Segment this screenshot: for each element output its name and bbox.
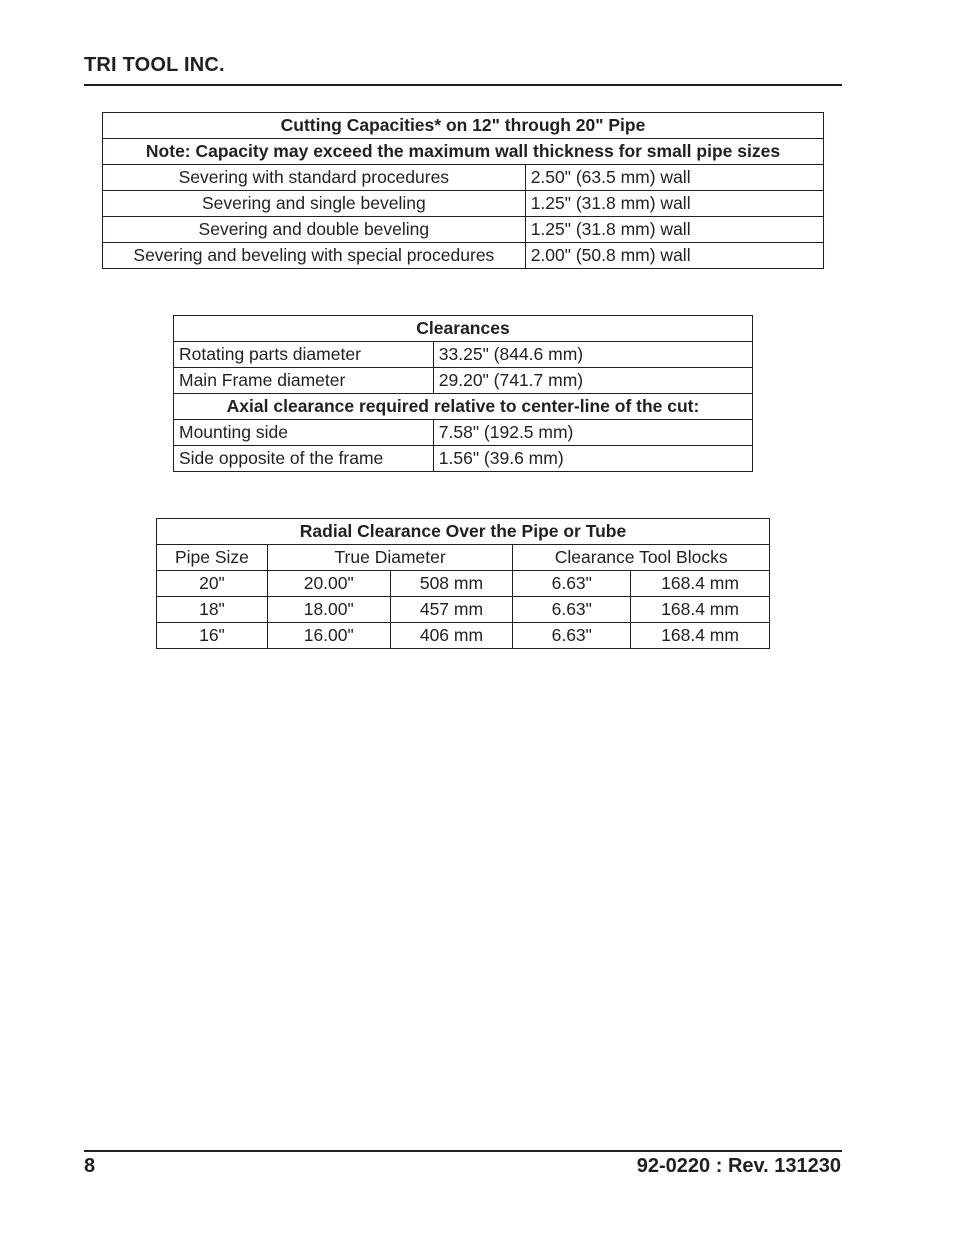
capacity-value: 1.25" (31.8 mm) wall: [525, 217, 823, 243]
diameter-in-cell: 20.00": [267, 571, 390, 597]
page-number: 8: [84, 1155, 96, 1177]
table-row: [103, 165, 824, 191]
cutting-capacities-table: [102, 112, 824, 269]
header-divider: [84, 84, 842, 86]
table-subheading-row: [174, 394, 753, 420]
table-row: [103, 217, 824, 243]
clearance-label: Main Frame diameter: [174, 368, 434, 394]
clearance-value: 33.25" (844.6 mm): [433, 342, 752, 368]
capacity-value: 2.50" (63.5 mm) wall: [525, 165, 823, 191]
radial-clearance-table: [156, 518, 770, 649]
document-revision: 92-0220 : Rev. 131230: [636, 1155, 841, 1177]
clearances-table: [173, 315, 753, 472]
clearance-label: Rotating parts diameter: [174, 342, 434, 368]
diameter-in-cell: 18.00": [267, 597, 390, 623]
capacities-note: Note: Capacity may exceed the maximum wall thickness for small pipe sizes: [103, 139, 824, 165]
capacity-value: 1.25" (31.8 mm) wall: [525, 191, 823, 217]
pipe-size-cell: 16": [157, 623, 268, 649]
table-row: [103, 191, 824, 217]
table-row: [157, 623, 770, 649]
capacity-label: Severing and double beveling: [103, 217, 526, 243]
table-note-row: [103, 139, 824, 165]
axial-clearance-heading: Axial clearance required relative to center-line of the cut:: [174, 394, 753, 420]
table-header-row: [157, 545, 770, 571]
clearance-value: 1.56" (39.6 mm): [433, 446, 752, 472]
capacity-label: Severing and beveling with special procedures: [103, 243, 526, 269]
table-row: [157, 571, 770, 597]
table-row: [174, 342, 753, 368]
table-title-row: [103, 113, 824, 139]
clearance-mm-cell: 168.4 mm: [631, 623, 770, 649]
capacity-label: Severing and single beveling: [103, 191, 526, 217]
table-title-row: [157, 519, 770, 545]
table-row: [157, 597, 770, 623]
radial-title: Radial Clearance Over the Pipe or Tube: [157, 519, 770, 545]
clearances-title: Clearances: [174, 316, 753, 342]
table-row: [103, 243, 824, 269]
footer-divider: [84, 1150, 842, 1152]
clearance-mm-cell: 168.4 mm: [631, 571, 770, 597]
clearance-in-cell: 6.63": [513, 571, 631, 597]
diameter-mm-cell: 406 mm: [390, 623, 513, 649]
clearance-label: Side opposite of the frame: [174, 446, 434, 472]
pipe-size-cell: 20": [157, 571, 268, 597]
column-header-pipe-size: Pipe Size: [157, 545, 268, 571]
clearance-value: 29.20" (741.7 mm): [433, 368, 752, 394]
clearance-value: 7.58" (192.5 mm): [433, 420, 752, 446]
capacities-title: Cutting Capacities* on 12" through 20" Pipe: [103, 113, 824, 139]
column-header-true-diameter: True Diameter: [267, 545, 512, 571]
diameter-mm-cell: 508 mm: [390, 571, 513, 597]
column-header-clearance-tool-blocks: Clearance Tool Blocks: [513, 545, 770, 571]
clearance-in-cell: 6.63": [513, 623, 631, 649]
clearance-in-cell: 6.63": [513, 597, 631, 623]
diameter-mm-cell: 457 mm: [390, 597, 513, 623]
capacity-label: Severing with standard procedures: [103, 165, 526, 191]
table-row: [174, 420, 753, 446]
table-title-row: [174, 316, 753, 342]
clearance-mm-cell: 168.4 mm: [631, 597, 770, 623]
table-row: [174, 368, 753, 394]
table-row: [174, 446, 753, 472]
diameter-in-cell: 16.00": [267, 623, 390, 649]
company-header: TRI TOOL INC.: [84, 54, 225, 76]
pipe-size-cell: 18": [157, 597, 268, 623]
clearance-label: Mounting side: [174, 420, 434, 446]
capacity-value: 2.00" (50.8 mm) wall: [525, 243, 823, 269]
